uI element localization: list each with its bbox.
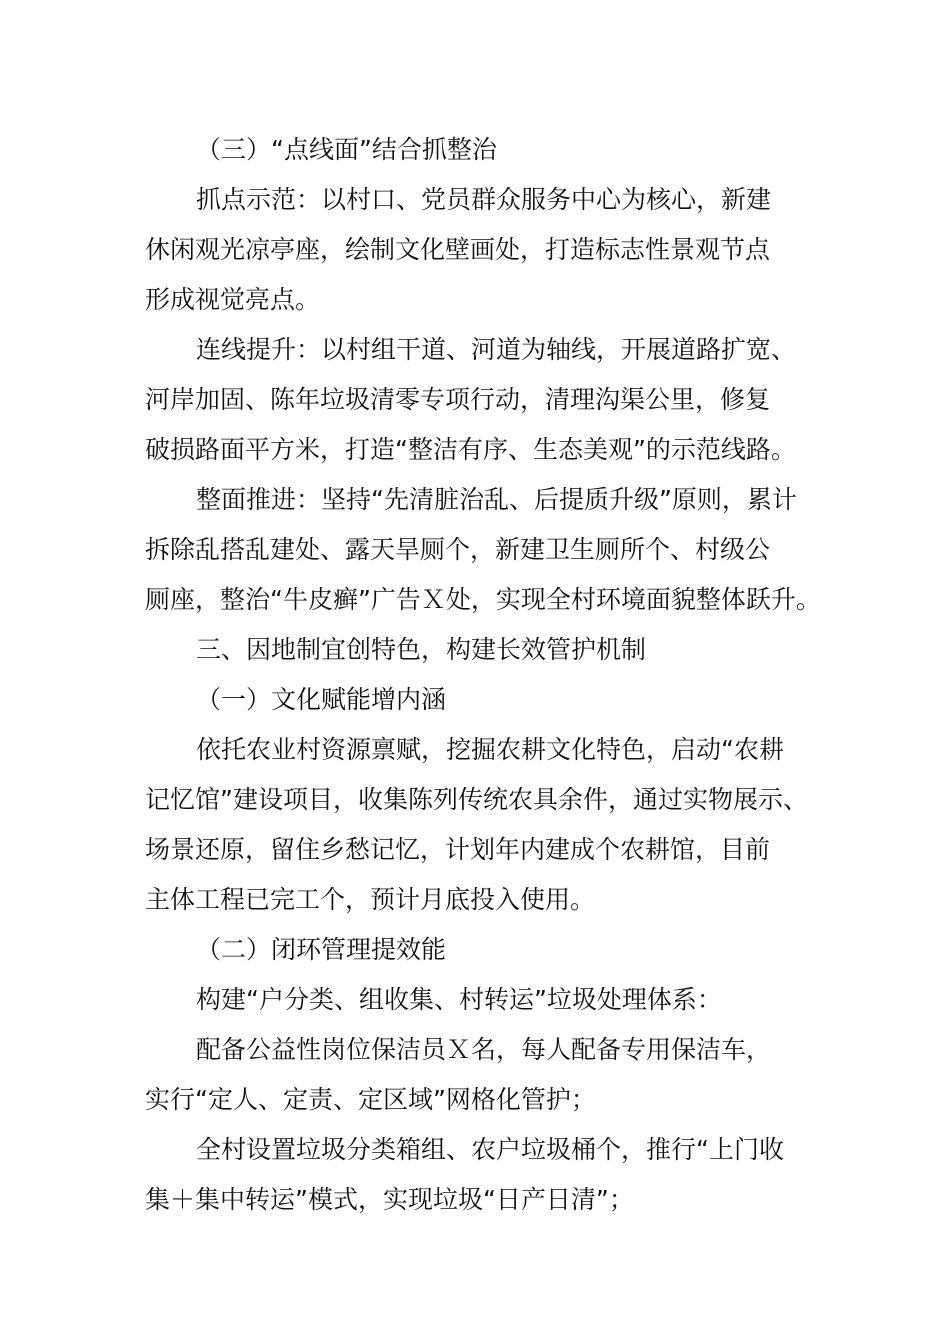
paragraph-line: 破损路面平方米，打造“整洁有序、生态美观”的示范线路。 xyxy=(145,435,796,464)
section-heading-2: （二）闭环管理提效能 xyxy=(196,935,447,964)
paragraph-line: 配备公益性岗位保洁员Ｘ名，每人配备专用保洁车， xyxy=(196,1035,772,1064)
chapter-heading: 三、因地制宜创特色，构建长效管护机制 xyxy=(196,635,647,664)
paragraph-line: 集＋集中转运”模式，实现垃圾“日产日清”； xyxy=(145,1185,634,1214)
paragraph-line: 连线提升：以村组干道、河道为轴线，开展道路扩宽、 xyxy=(196,335,797,364)
paragraph-line: 依托农业村资源禀赋，挖掘农耕文化特色，启动“农耕 xyxy=(196,735,784,764)
paragraph-line: 主体工程已完工个，预计月底投入使用。 xyxy=(145,885,596,914)
section-heading-1: （一）文化赋能增内涵 xyxy=(196,685,447,714)
paragraph-line: 实行“定人、定责、定区域”网格化管护； xyxy=(145,1085,596,1114)
paragraph-line: 构建“户分类、组收集、村转运”垃圾处理体系： xyxy=(196,985,722,1014)
paragraph-line: 场景还原，留住乡愁记忆，计划年内建成个农耕馆，目前 xyxy=(145,835,771,864)
section-heading-3: （三）“点线面”结合抓整治 xyxy=(196,135,497,164)
paragraph-line: 全村设置垃圾分类箱组、农户垃圾桶个，推行“上门收 xyxy=(196,1135,784,1164)
paragraph-line: 记忆馆”建设项目，收集陈列传统农具余件，通过实物展示、 xyxy=(145,785,808,814)
paragraph-line: 拆除乱搭乱建处、露天旱厕个，新建卫生厕所个、村级公 xyxy=(145,535,771,564)
paragraph-line: 整面推进：坚持“先清脏治乱、后提质升级”原则，累计 xyxy=(196,485,797,514)
paragraph-line: 厕座，整治“牛皮癣”广告Ｘ处，实现全村环境面貌整体跃升。 xyxy=(145,585,821,614)
paragraph-line: 河岸加固、陈年垃圾清零专项行动，清理沟渠公里，修复 xyxy=(145,385,771,414)
paragraph-line: 形成视觉亮点。 xyxy=(145,285,321,314)
paragraph-line: 休闲观光凉亭座，绘制文化壁画处，打造标志性景观节点 xyxy=(145,235,771,264)
paragraph-line: 抓点示范：以村口、党员群众服务中心为核心，新建 xyxy=(196,185,772,214)
